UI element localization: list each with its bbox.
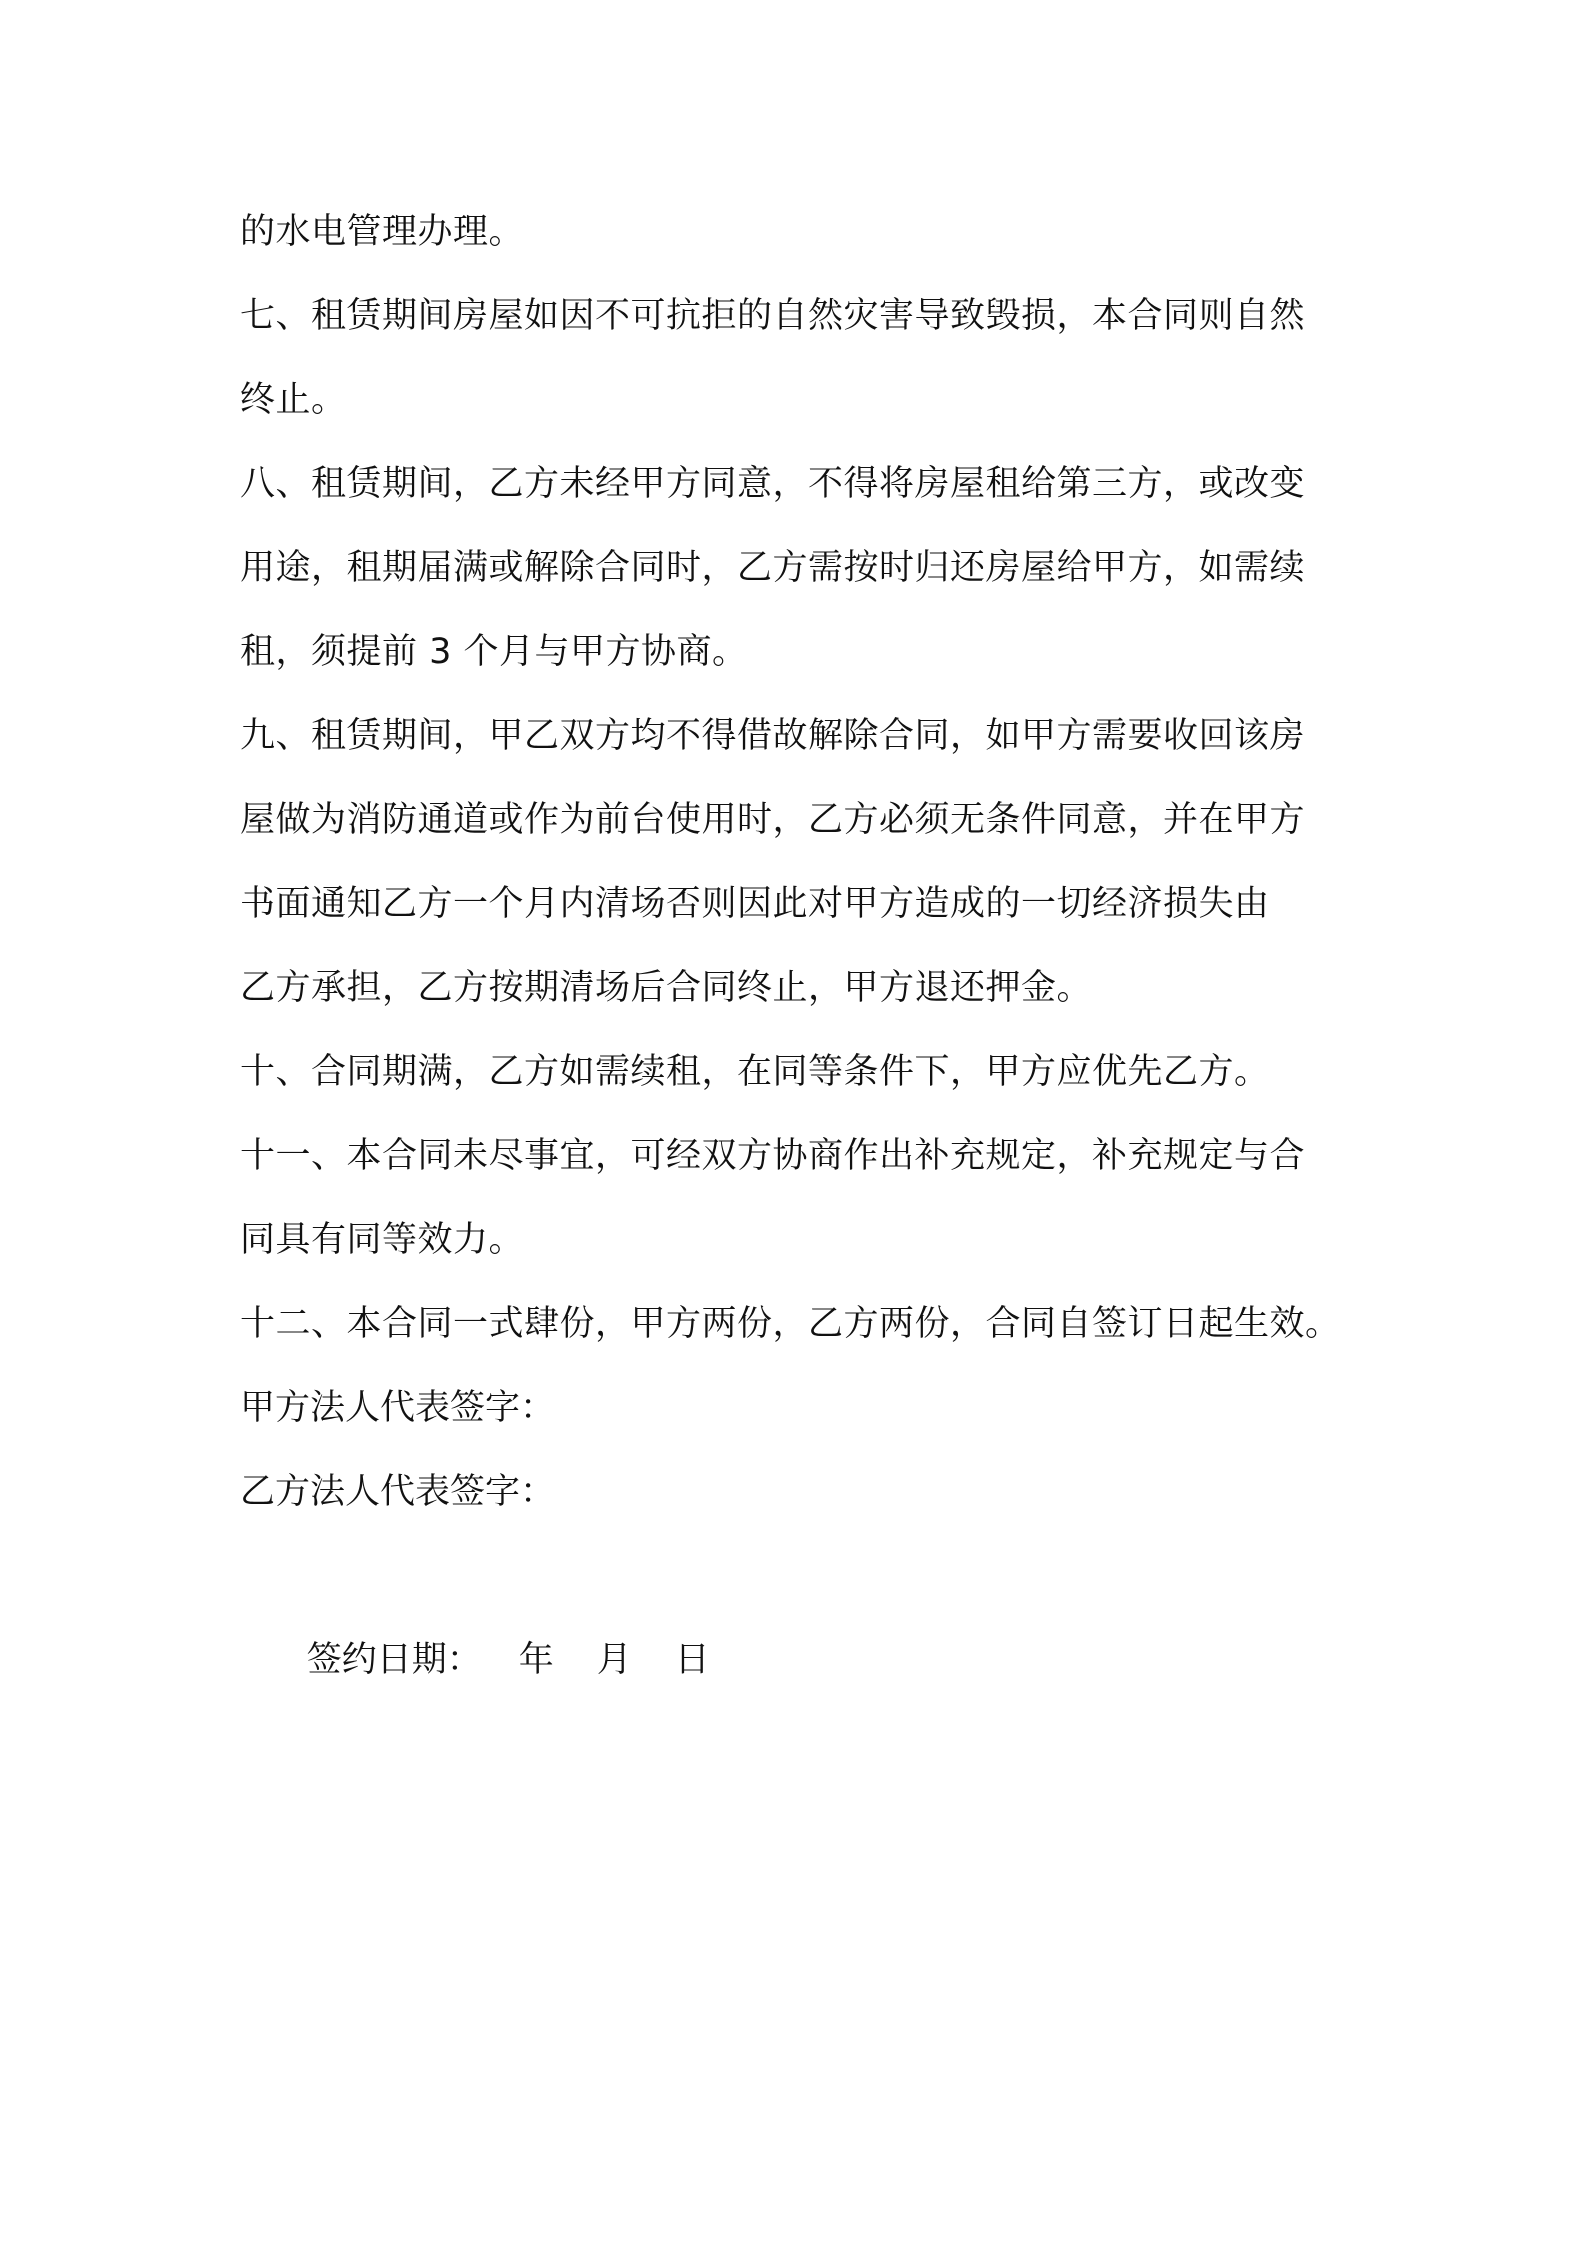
- contract-body: [240, 190, 1370, 1680]
- contract-line-11: 十、合同期满，乙方如需续租，在同等条件下，甲方应优先乙方。: [240, 1052, 1270, 1092]
- contract-line-6: 租，须提前 3 个月与甲方协商。: [240, 632, 748, 672]
- contract-line-8: 屋做为消防通道或作为前台使用时，乙方必须无条件同意，并在甲方: [240, 800, 1306, 840]
- date-year-label: 年: [518, 1640, 554, 1680]
- contract-line-4: 八、租赁期间，乙方未经甲方同意，不得将房屋租给第三方，或改变: [240, 464, 1306, 504]
- contract-line-13: 同具有同等效力。: [240, 1220, 525, 1260]
- contract-line-12: 十一、本合同未尽事宜，可经双方协商作出补充规定，补充规定与合: [240, 1136, 1306, 1176]
- signing-date-row: [240, 1534, 1370, 1680]
- contract-line-10: 乙方承担，乙方按期清场后合同终止，甲方退还押金。: [240, 968, 1093, 1008]
- signing-date-label: 签约日期：: [306, 1640, 482, 1680]
- contract-line-9: 书面通知乙方一个月内清场否则因此对甲方造成的一切经济损失由: [240, 884, 1270, 924]
- contract-line-1: 的水电管理办理。: [240, 212, 525, 252]
- contract-line-14: 十二、本合同一式肆份，甲方两份，乙方两份，合同自签订日起生效。: [240, 1304, 1341, 1344]
- contract-line-5: 用途，租期届满或解除合同时，乙方需按时归还房屋给甲方，如需续: [240, 548, 1306, 588]
- date-month-label: 月: [596, 1640, 632, 1680]
- party-b-signature-label: 乙方法人代表签字：: [240, 1472, 556, 1512]
- date-day-label: 日: [674, 1640, 710, 1680]
- contract-line-2: 七、租赁期间房屋如因不可抗拒的自然灾害导致毁损，本合同则自然: [240, 296, 1306, 336]
- contract-line-3: 终止。: [240, 380, 347, 420]
- party-a-signature-label: 甲方法人代表签字：: [240, 1388, 556, 1428]
- contract-line-7: 九、租赁期间，甲乙双方均不得借故解除合同，如甲方需要收回该房: [240, 716, 1306, 756]
